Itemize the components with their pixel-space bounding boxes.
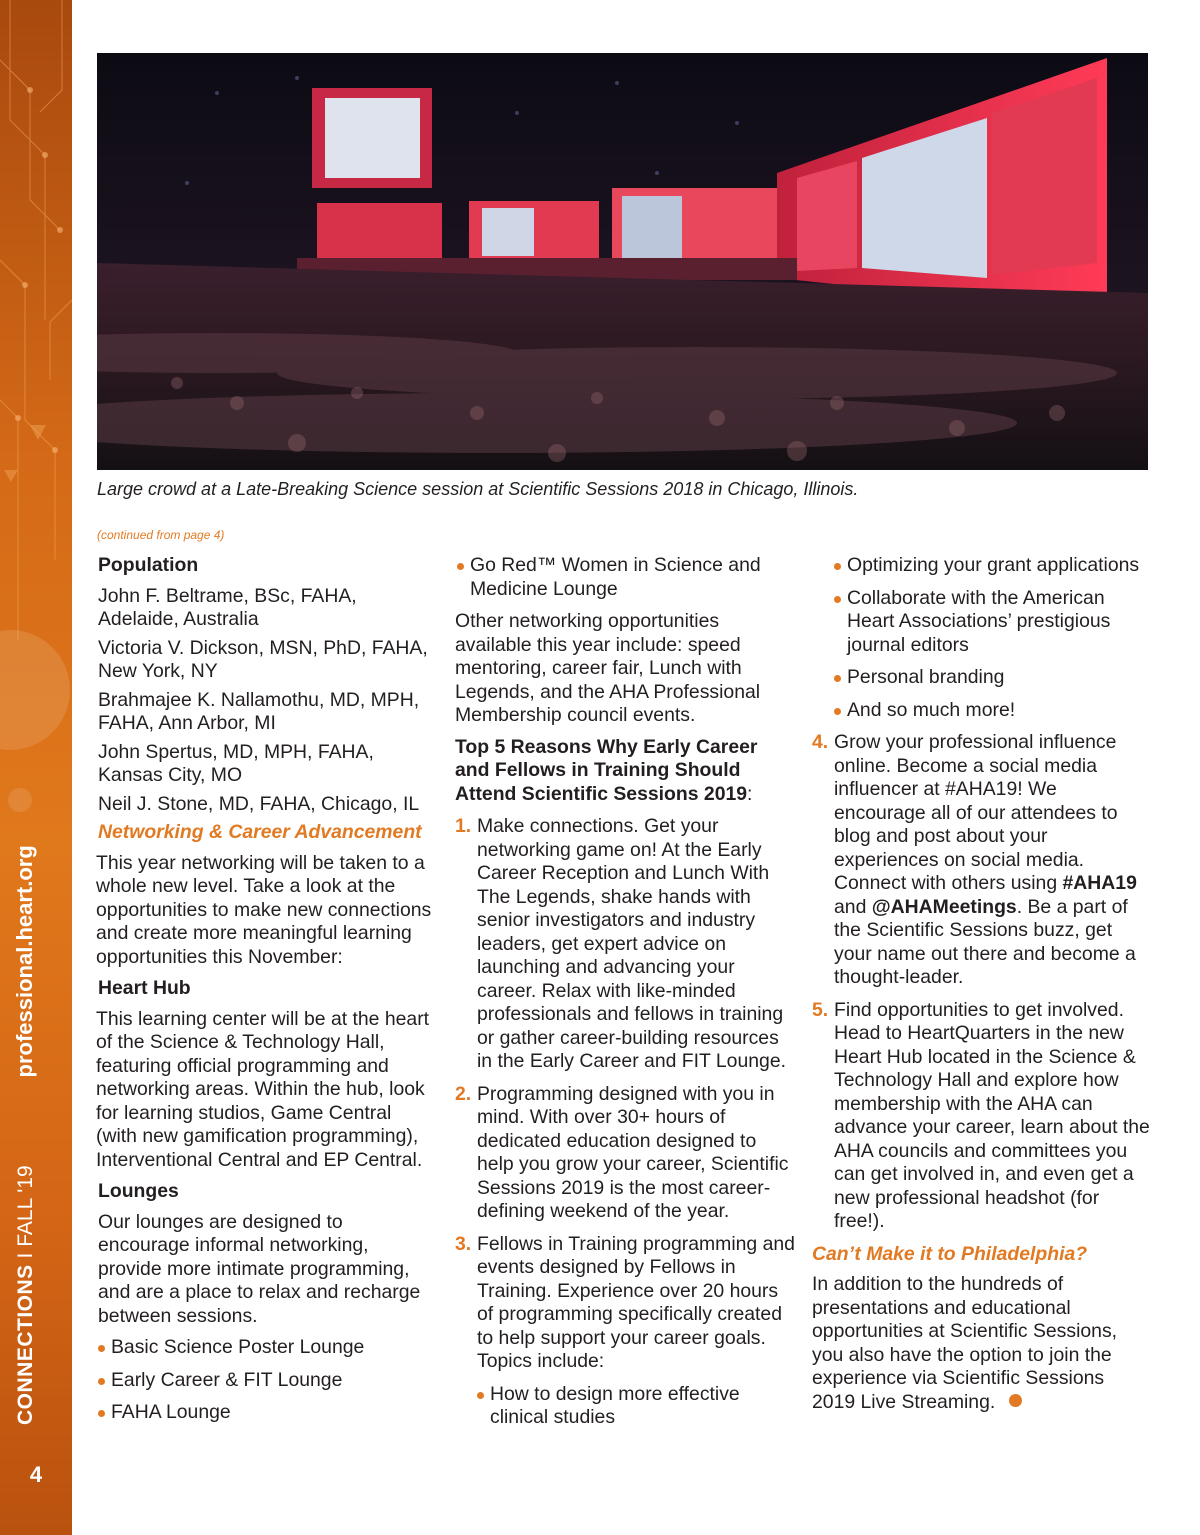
photo-caption: Large crowd at a Late-Breaking Science session at Scientific Sessions 2018 in Chicago, Illinois. [97, 479, 859, 499]
topic-item: And so much more! [832, 699, 1152, 723]
topic-item: Personal branding [832, 666, 1152, 690]
topic-item: How to design more effective clinical studies [475, 1383, 795, 1430]
column-1 [96, 554, 436, 1434]
page-number: 4 [29, 1462, 43, 1487]
top5-heading-text: Top 5 Reasons Why Early Career and Fellows in Training Should Attend Scientific Sessions 2019 [455, 735, 758, 805]
person-entry: Neil J. Stone, MD, FAHA, Chicago, IL [98, 792, 420, 815]
topic-item: Collaborate with the American Heart Associations’ prestigious journal editors [832, 587, 1152, 658]
issue-label: FALL '19 [14, 1165, 37, 1247]
hashtag: #AHA19 [1062, 872, 1137, 894]
reason-number: 4. [812, 731, 829, 753]
top5-heading [455, 736, 795, 807]
person-entry: Brahmajee K. Nallamothu, MD, MPH, FAHA, Ann Arbor, MI [98, 688, 420, 734]
reason-item [455, 1233, 795, 1374]
lounges-heading: Lounges [98, 1180, 179, 1202]
continued-note: (continued from page 4) [97, 528, 225, 542]
reason-item [455, 815, 795, 1074]
lounge-item: Early Career & FIT Lounge [96, 1369, 436, 1393]
other-networking-paragraph: Other networking opportunities available this year include: speed mentoring, career fair, Lunch with Legends, and the AHA Professional Membership council events. [455, 610, 761, 726]
lounges-paragraph: Our lounges are designed to encourage informal networking, provide more intimate programming, and are a place to relax and recharge between sessions. [98, 1210, 421, 1327]
person-entry: Victoria V. Dickson, MSN, PhD, FAHA, New York, NY [98, 636, 428, 682]
person-entry: John Spertus, MD, MPH, FAHA, Kansas City, MO [98, 740, 374, 786]
separator: I [14, 1252, 37, 1259]
networking-heading: Networking & Career Advancement [98, 821, 422, 843]
sidebar [0, 0, 72, 1535]
handle: @AHAMeetings [871, 895, 1017, 918]
reason-text: Fellows in Training programming and events designed by Fellows in Training. Experience over 20 hours of programming specifically created to help support your career goals. Topics include: [477, 1232, 795, 1372]
reason-item [812, 731, 1152, 990]
column-2 [455, 554, 795, 1439]
lounge-item: FAHA Lounge [96, 1401, 436, 1425]
reason-number: 5. [812, 998, 829, 1021]
reason-item [455, 1083, 795, 1224]
lounge-item: Basic Science Poster Lounge [96, 1336, 436, 1360]
reason-text: Make connections. Get your networking game on! At the Early Career Reception and Lunch With The Legends, shake hands with senior investigators and industry leaders, get expert advice on launching and advancing your career. Relax with like-minded professionals and fellows in training or gather career-building resources in the Early Career and FIT Lounge. [477, 815, 786, 1072]
networking-paragraph: This year networking will be taken to a whole new level. Take a look at the opportunities to make new connections and create more meaningful learning opportunities this November: [96, 851, 432, 968]
reason-number: 2. [455, 1082, 472, 1105]
heart-hub-heading: Heart Hub [98, 977, 191, 999]
lounge-item: Go Red™ Women in Science and Medicine Lounge [455, 554, 795, 601]
hero-photo [97, 53, 1148, 470]
reason-item [812, 999, 1152, 1234]
end-mark-icon [1009, 1394, 1022, 1407]
publication-name: CONNECTIONS [14, 1264, 37, 1425]
philadelphia-heading: Can’t Make it to Philadelphia? [812, 1242, 1088, 1265]
person-entry: John F. Beltrame, BSc, FAHA, Adelaide, Australia [98, 584, 357, 630]
reason-number: 3. [455, 1232, 472, 1255]
reason-text: Programming designed with you in mind. With over 30+ hours of dedicated education designed to help you grow your career, Scientific Sessions 2019 is the most career-defining weekend of the year. [477, 1082, 789, 1222]
reason-text: Find opportunities to get involved. Head to HeartQuarters in the new Heart Hub located in the Science & Technology Hall and explore how membership with the AHA can advance your career, learn about the AHA councils and committees you can get involved in, and even get a new professional headshot (for free!). [834, 998, 1150, 1232]
population-heading: Population [98, 554, 199, 576]
topic-item: Optimizing your grant applications [832, 554, 1152, 578]
philadelphia-paragraph [812, 1273, 1152, 1414]
reason-text: Grow your professional influence online. Become a social media influencer at #AHA19! We encourage all of our attendees to blog and post about your experiences on social media. Connect with others using [834, 731, 1118, 894]
heart-hub-paragraph: This learning center will be at the heart of the Science & Technology Hall, featuring official programming and networking areas. Within the hub, look for learning studios, Game Central (with new gamification programming), Interventional Central and EP Central. [96, 1007, 430, 1171]
site-url[interactable]: professional.heart.org [12, 845, 37, 1078]
reason-text-end: . Be a part of the Scientific Sessions buzz, get your name out there and become a thought-leader. [834, 895, 1136, 988]
reason-text-joiner: and [834, 895, 872, 918]
reason-number: 1. [455, 815, 472, 837]
top5-colon: : [747, 782, 753, 805]
column-3 [812, 554, 1152, 1422]
sidebar-vertical-text [12, 845, 37, 1425]
philadelphia-text: In addition to the hundreds of presentations and educational opportunities at Scientific Sessions, you also have the option to join the experience via Scientific Sessions 2019 Live Streaming. [812, 1273, 1118, 1413]
